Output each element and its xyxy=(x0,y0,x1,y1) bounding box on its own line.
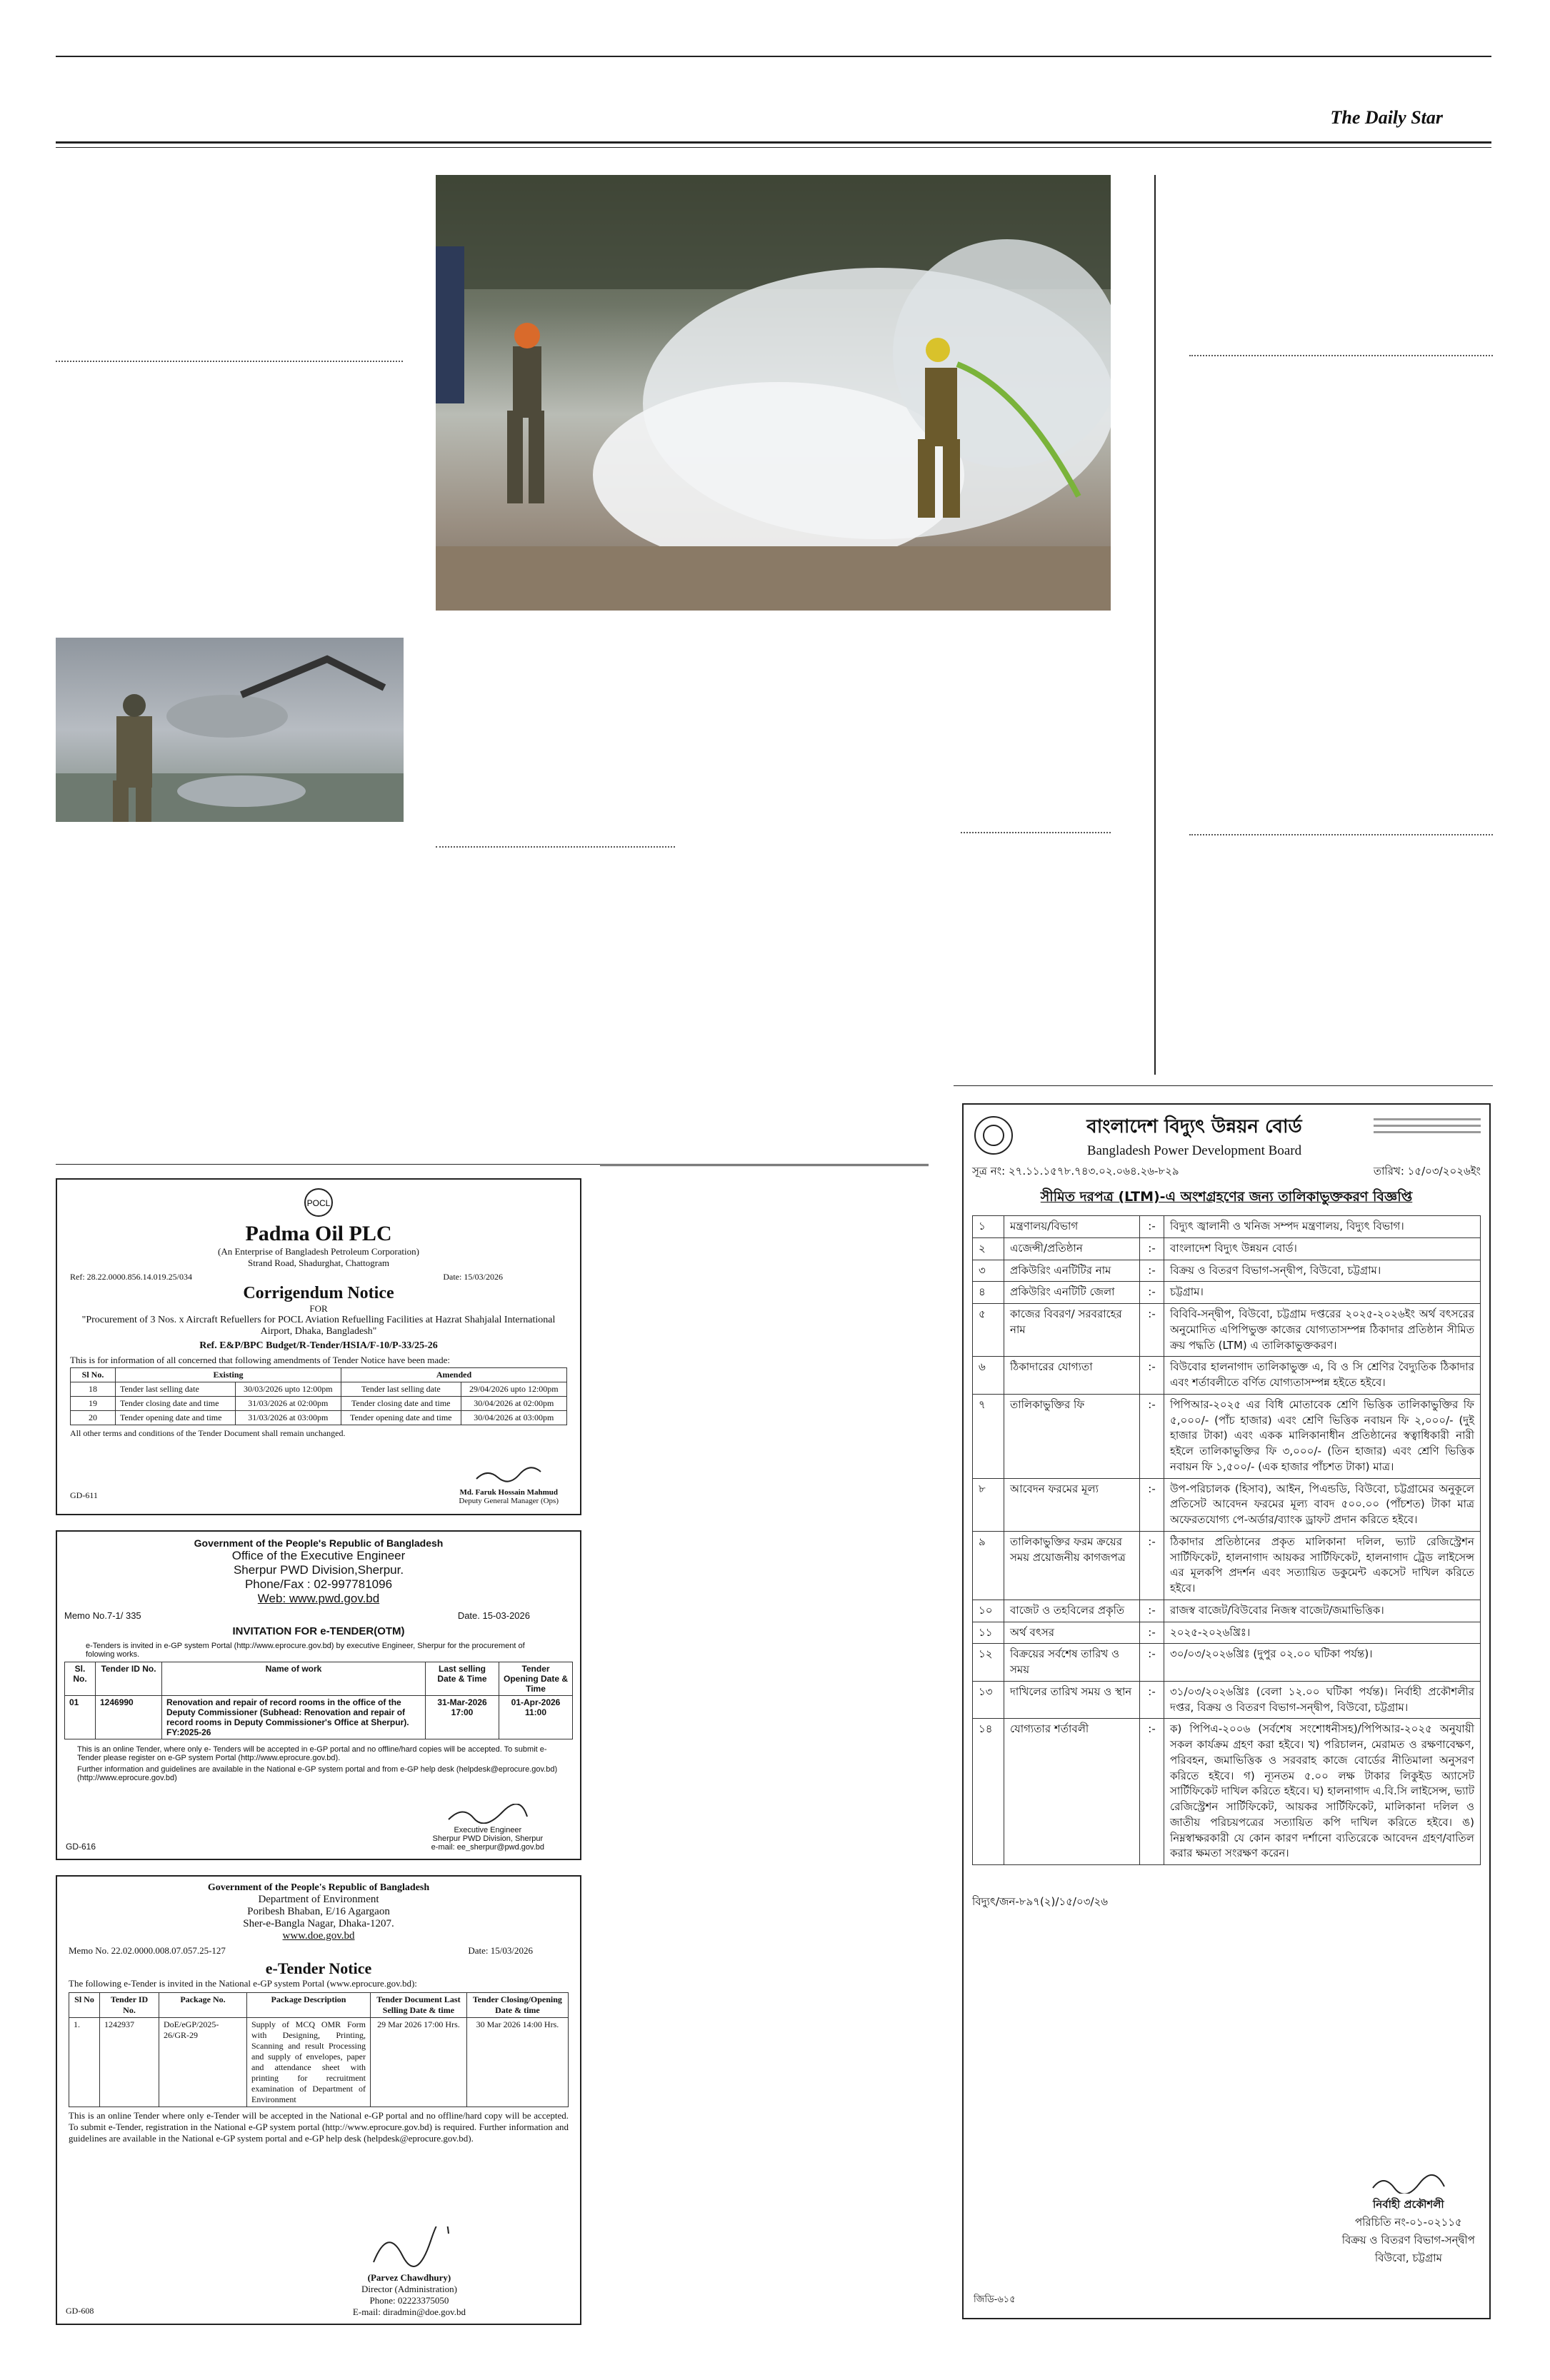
table-header: Sl No xyxy=(69,1993,100,2018)
cell: :- xyxy=(1140,1478,1164,1531)
cell: মন্ত্রণালয়/বিভাগ xyxy=(1004,1216,1140,1238)
cell: :- xyxy=(1140,1719,1164,1865)
doe-web: www.doe.gov.bd xyxy=(282,1930,355,1942)
table-row xyxy=(973,1531,1481,1600)
cell: ১২ xyxy=(973,1644,1004,1682)
table-row xyxy=(65,1696,573,1739)
table-row xyxy=(973,1216,1481,1238)
padma-footer: All other terms and conditions of the Tender Document shall remain unchanged. xyxy=(70,1428,346,1438)
pwd-note1: This is an online Tender, where only e- Tenders will be accepted in e-GP portal and no offline/hard copies will be accepted. To submit e- Tender please register on e-GP system Portal (http://www.eprocure.gov.bd). xyxy=(77,1745,547,1762)
table-row xyxy=(973,1622,1481,1644)
cell: ৭ xyxy=(973,1394,1004,1478)
cell: :- xyxy=(1140,1681,1164,1719)
cell: প্রকিউরিং এনটিটি জেলা xyxy=(1004,1282,1140,1304)
dotted-rule xyxy=(1189,834,1493,835)
doe-addr2: Sher-e-Bangla Nagar, Dhaka-1207. xyxy=(243,1918,394,1929)
cell: :- xyxy=(1140,1304,1164,1357)
padma-designation: Deputy General Manager (Ops) xyxy=(459,1497,559,1505)
cell: ৬ xyxy=(973,1357,1004,1395)
doe-date: Date: 15/03/2026 xyxy=(468,1945,533,1956)
padma-subtitle: (An Enterprise of Bangladesh Petroleum Corporation) xyxy=(218,1246,419,1257)
table-row xyxy=(973,1478,1481,1531)
table-row xyxy=(69,2018,569,2107)
pwd-sig3: e-mail: ee_sherpur@pwd.gov.bd xyxy=(431,1843,544,1852)
cell: Renovation and repair of record rooms in the office of the Deputy Commissioner (Subhead: Renovation and repair of record rooms in Deputy Commissioner's Office at Sherpur). FY:2025-26 xyxy=(162,1696,426,1739)
cell: ঠিকাদারের যোগ্যতা xyxy=(1004,1357,1140,1395)
table-row xyxy=(973,1644,1481,1682)
news-photo-munitions xyxy=(56,638,404,822)
padma-notice-title: Corrigendum Notice xyxy=(243,1284,394,1302)
cell: তালিকাভুক্তির ফি xyxy=(1004,1394,1140,1478)
cell: 31/03/2026 at 02:00pm xyxy=(235,1397,341,1411)
signature xyxy=(445,1804,531,1824)
padma-date: Date: 15/03/2026 xyxy=(443,1272,503,1282)
table-header: Tender Closing/Opening Date & time xyxy=(466,1993,568,2018)
cell: তালিকাভুক্তির ফরম ক্রয়ের সময় প্রয়োজনীয় কাগজপত্র xyxy=(1004,1531,1140,1600)
table-header: Tender ID No. xyxy=(96,1662,162,1696)
doe-dept: Department of Environment xyxy=(258,1894,379,1905)
bpdb-table xyxy=(972,1215,1481,1865)
table-header: Package No. xyxy=(159,1993,247,2018)
cell: Tender closing date and time xyxy=(116,1397,236,1411)
cell: :- xyxy=(1140,1531,1164,1600)
padma-logo xyxy=(70,1187,567,1222)
cell: রাজস্ব বাজেট/বিউবোর নিজস্ব বাজেট/জমাভিত্তিক। xyxy=(1164,1600,1481,1622)
cell: 31-Mar-2026 17:00 xyxy=(426,1696,499,1739)
table-row xyxy=(973,1282,1481,1304)
cell: ১ xyxy=(973,1216,1004,1238)
cell: ১৪ xyxy=(973,1719,1004,1865)
table-row xyxy=(973,1357,1481,1395)
pwd-sig2: Sherpur PWD Division, Sherpur xyxy=(432,1834,544,1843)
cell: ২০২৫-২০২৬খ্রিঃ। xyxy=(1164,1622,1481,1644)
cell: ১১ xyxy=(973,1622,1004,1644)
cell: :- xyxy=(1140,1622,1164,1644)
bpdb-title-bn: বাংলাদেশ বিদ্যুৎ উন্নয়ন বোর্ড xyxy=(1086,1116,1302,1138)
doe-signatory: (Parvez Chawdhury) xyxy=(367,2272,451,2283)
table-header: Amended xyxy=(341,1368,566,1382)
cell: ১৩ xyxy=(973,1681,1004,1719)
ad-top-rule xyxy=(56,1164,929,1165)
cell: :- xyxy=(1140,1644,1164,1682)
cell: দাখিলের তারিখ সময় ও স্থান xyxy=(1004,1681,1140,1719)
doe-title: e-Tender Notice xyxy=(265,1959,372,1977)
ad-pwd-etender xyxy=(56,1530,581,1860)
pwd-title: INVITATION FOR e-TENDER(OTM) xyxy=(232,1625,405,1637)
cell: বিক্রয়ের সর্বশেষ তারিখ ও সময় xyxy=(1004,1644,1140,1682)
table-header: Last selling Date & Time xyxy=(426,1662,499,1696)
cell: :- xyxy=(1140,1237,1164,1260)
signature xyxy=(1369,2172,1448,2194)
cell: 29 Mar 2026 17:00 Hrs. xyxy=(371,2018,467,2107)
cell: ৫ xyxy=(973,1304,1004,1357)
table-header: Tender Opening Date & Time xyxy=(499,1662,573,1696)
table-header: Existing xyxy=(116,1368,341,1382)
dotted-rule xyxy=(56,361,403,362)
dotted-rule xyxy=(961,832,1111,833)
table-row xyxy=(973,1304,1481,1357)
table-row xyxy=(973,1237,1481,1260)
cell: ৮ xyxy=(973,1478,1004,1531)
doe-memo: Memo No. 22.02.0000.008.07.057.25-127 xyxy=(69,1945,226,1956)
cell: অর্থ বৎসর xyxy=(1004,1622,1140,1644)
cell: বিদ্যুৎ জ্বালানী ও খনিজ সম্পদ মন্ত্রণালয়, বিদ্যুৎ বিভাগ। xyxy=(1164,1216,1481,1238)
bpdb-ref: বিদ্যুৎ/জন-৮৯৭(২)/১৫/০৩/২৬ xyxy=(972,1895,1109,1908)
doe-addr1: Poribesh Bhaban, E/16 Agargaon xyxy=(247,1906,390,1917)
bpdb-gd: জিডি-৬১৫ xyxy=(974,2294,1016,2305)
padma-project: "Procurement of 3 Nos. x Aircraft Refuellers for POCL Aviation Refuelling Facilities at Hazrat Shahjalal International Airport, Dhaka, Bangladesh" xyxy=(81,1315,556,1337)
cell: 30/04/2026 at 02:00pm xyxy=(461,1397,566,1411)
signature xyxy=(366,2226,452,2269)
cell: :- xyxy=(1140,1357,1164,1395)
doe-table xyxy=(69,1992,569,2107)
cell: 20 xyxy=(71,1411,116,1425)
bpdb-contact-block xyxy=(1374,1114,1481,1157)
bpdb-title-en: Bangladesh Power Development Board xyxy=(1086,1143,1302,1158)
cell: ৪ xyxy=(973,1282,1004,1304)
table-header: Sl No. xyxy=(71,1368,116,1382)
doe-phone: Phone: 02223375050 xyxy=(369,2295,449,2306)
cell: 19 xyxy=(71,1397,116,1411)
doe-gov: Government of the People's Republic of Bangladesh xyxy=(207,1882,430,1893)
pwd-sig1: Executive Engineer xyxy=(454,1826,522,1834)
cell: পিপিআর-২০২৫ এর বিধি মোতাবেক শ্রেণি ভিত্তিক তালিকাভুক্তির ফি ৫,০০০/- (পাঁচ হাজার) এবং শ্রেণি ভিত্তিক নবায়ন ফি ২,০০০/- (দুই হাজার টাকা) এবং একক মালিকানাধীন প্রতিষ্ঠানের স্বত্বাধিকারী নারী হইলে তালিকাভুক্তির ফি ৩,০০০/- (তিন হাজার) এবং শ্রেণি ভিত্তিক নবায়ন ফি ১,৫০০/- (এক হাজার পাঁচশত টাকা) মাত্র। xyxy=(1164,1394,1481,1478)
cell: যোগ্যতার শর্তাবলী xyxy=(1004,1719,1140,1865)
cell: 30 Mar 2026 14:00 Hrs. xyxy=(466,2018,568,2107)
ad-top-rule xyxy=(954,1085,1493,1086)
cell: 01-Apr-2026 11:00 xyxy=(499,1696,573,1739)
top-rule xyxy=(56,56,1491,57)
signature xyxy=(473,1465,544,1486)
ad-bpdb-ltm xyxy=(962,1103,1491,2319)
bpdb-sig-title: নির্বাহী প্রকৌশলী xyxy=(1373,2198,1444,2211)
ad-padma-oil xyxy=(56,1178,581,1515)
cell: DoE/eGP/2025-26/GR-29 xyxy=(159,2018,247,2107)
cell: 31/03/2026 at 03:00pm xyxy=(235,1411,341,1425)
pwd-office: Office of the Executive Engineer xyxy=(231,1549,406,1562)
pwd-memo: Memo No.7-1/ 335 xyxy=(64,1610,141,1621)
cell: বাজেট ও তহবিলের প্রকৃতি xyxy=(1004,1600,1140,1622)
cell: Tender closing date and time xyxy=(341,1397,461,1411)
cell: Supply of MCQ OMR Form with Designing, Printing, Scanning and result Processing and supply of envelopes, paper and attendance sheet with printing for recruitment examination of Department of Environment xyxy=(247,2018,371,2107)
cell: :- xyxy=(1140,1600,1164,1622)
table-row xyxy=(71,1382,567,1397)
padma-ref: Ref: 28.22.0000.856.14.019.25/034 xyxy=(70,1272,192,1282)
bpdb-sig-place: বিউবো, চট্টগ্রাম xyxy=(1374,2251,1442,2264)
padma-address: Strand Road, Shadurghat, Chattogram xyxy=(248,1257,389,1268)
table-row xyxy=(973,1719,1481,1865)
cell: আবেদন ফরমের মূল্য xyxy=(1004,1478,1140,1531)
pwd-date: Date. 15-03-2026 xyxy=(457,1610,530,1621)
cell: ৩০/০৩/২০২৬খ্রিঃ (দুপুর ০২.০০ ঘটিকা পর্যন্ত)। xyxy=(1164,1644,1481,1682)
cell: ঠিকাদার প্রতিষ্ঠানের প্রকৃত মালিকানা দলিল, ভ্যাট রেজিস্ট্রেশন সার্টিফিকেট, হালনাগাদ আয়কর সার্টিফিকেট, হালনাগাদ ট্রেড লাইসেন্স এর মূলকপি প্রদর্শন এবং সত্যায়িত ডকুমেন্ট একসেট দাখিল করিতে হইবে। xyxy=(1164,1531,1481,1600)
table-header: Tender ID No. xyxy=(100,1993,159,2018)
cell: উপ-পরিচালক (হিসাব), আইন, পিএন্ডডি, বিউবো, চট্টগ্রামের অনুকূলে প্রতিসেট আবেদন ফরমের মূল্য বাবদ ৫০০.০০ (পাঁচশত) টাকা মাত্র অফেরতযোগ্য পে-অর্ডার/ব্যাংক ড্রাফট প্রদান করিতে হইবে। xyxy=(1164,1478,1481,1531)
table-row xyxy=(973,1681,1481,1719)
padma-intro: This is for information of all concerned that following amendments of Tender Notice have been made: xyxy=(70,1355,451,1365)
cell: :- xyxy=(1140,1282,1164,1304)
ad-doe-etender xyxy=(56,1875,581,2325)
padma-table xyxy=(70,1367,567,1425)
table-row xyxy=(71,1397,567,1411)
doe-intro: The following e-Tender is invited in the National e-GP system Portal (www.eprocure.gov.bd): xyxy=(69,1978,417,1989)
padma-signatory: Md. Faruk Hossain Mahmud xyxy=(459,1488,558,1497)
table-header: Tender Document Last Selling Date & time xyxy=(371,1993,467,2018)
cell: বিক্রয় ও বিতরণ বিভাগ-সন্দ্বীপ, বিউবো, চট্টগ্রাম। xyxy=(1164,1260,1481,1282)
cell: ৯ xyxy=(973,1531,1004,1600)
cell: 1246990 xyxy=(96,1696,162,1739)
cell: ৩ xyxy=(973,1260,1004,1282)
bpdb-logo xyxy=(972,1114,1015,1157)
cell: 30/03/2026 upto 12:00pm xyxy=(235,1382,341,1397)
cell: :- xyxy=(1140,1216,1164,1238)
cell: 29/04/2026 upto 12:00pm xyxy=(461,1382,566,1397)
doe-gd: GD-608 xyxy=(66,2306,94,2316)
doe-email: E-mail: diradmin@doe.gov.bd xyxy=(352,2306,466,2317)
ad-top-rule xyxy=(600,1165,929,1166)
cell: বিবিবি-সন্দ্বীপ, বিউবো, চট্টগ্রাম দপ্তরের ২০২৫-২০২৬ইং অর্থ বৎসরের অনুমোদিত এপিপিভুক্ত কাজের যোগ্যতাসম্পন্ন ঠিকাদার প্রতিষ্ঠান সীমিত ক্রয় পদ্ধতি (LTM) এ তালিকাভুক্তকরণ। xyxy=(1164,1304,1481,1357)
cell: Tender last selling date xyxy=(116,1382,236,1397)
cell: 18 xyxy=(71,1382,116,1397)
bpdb-date: তারিখ: ১৫/০৩/২০২৬ইং xyxy=(1373,1165,1481,1178)
pwd-gov: Government of the People's Republic of Bangladesh xyxy=(194,1537,444,1549)
cell: চট্টগ্রাম। xyxy=(1164,1282,1481,1304)
pwd-intro: e-Tenders is invited in e-GP system Portal (http://www.eprocure.gov.bd) by executive Engineer, Sherpur for the procurement of folowing works. xyxy=(86,1642,525,1659)
column-rule xyxy=(1154,175,1156,1075)
cell: Tender last selling date xyxy=(341,1382,461,1397)
bpdb-heading: সীমিত দরপত্র (LTM)-এ অংশগ্রহণের জন্য তালিকাভুক্তকরণ বিজ্ঞপ্তি xyxy=(1040,1189,1413,1205)
cell: Tender opening date and time xyxy=(341,1411,461,1425)
cell: 30/04/2026 at 03:00pm xyxy=(461,1411,566,1425)
pwd-gd: GD-616 xyxy=(66,1842,96,1852)
bpdb-memo: সূত্র নং: ২৭.১১.১৫৭৮.৭৪৩.০২.০৬৪.২৬-৮২৯ xyxy=(972,1165,1179,1178)
cell: 1242937 xyxy=(100,2018,159,2107)
cell: :- xyxy=(1140,1394,1164,1478)
cell: Tender opening date and time xyxy=(116,1411,236,1425)
table-header: Sl. No. xyxy=(65,1662,96,1696)
padma-title: Padma Oil PLC xyxy=(245,1222,392,1245)
cell: এজেন্সী/প্রতিষ্ঠান xyxy=(1004,1237,1140,1260)
masthead-brand: The Daily Star xyxy=(1330,107,1443,128)
dotted-rule xyxy=(1189,355,1493,356)
table-header: Name of work xyxy=(162,1662,426,1696)
table-row xyxy=(973,1260,1481,1282)
cell: কাজের বিবরণ/ সরবরাহের নাম xyxy=(1004,1304,1140,1357)
pwd-division: Sherpur PWD Division,Sherpur. xyxy=(233,1563,404,1577)
table-row xyxy=(973,1394,1481,1478)
pwd-table xyxy=(64,1662,573,1739)
padma-gd: GD-611 xyxy=(70,1490,98,1500)
table-header: Package Description xyxy=(247,1993,371,2018)
header-rule xyxy=(56,141,1491,144)
header-rule-thin xyxy=(56,147,1491,148)
doe-note: This is an online Tender where only e-Tender will be accepted in the National e-GP portal and no offline/hard copy will be accepted. To submit e-Tender, registration in the National e-GP system portal (http://www.eprocure.gov.bd) is required. Further information and guidelines are available in the National e-GP system portal and e-GP help desk (helpdesk@eprocure.gov.bd). xyxy=(69,2110,569,2144)
bpdb-sig-id: পরিচিতি নং-০১-০২১১৫ xyxy=(1354,2216,1462,2229)
padma-budget-ref: Ref. E&P/BPC Budget/R-Tender/HSIA/F-10/P-33/25-26 xyxy=(199,1340,438,1351)
cell: প্রকিউরিং এনটিটির নাম xyxy=(1004,1260,1140,1282)
cell: ১০ xyxy=(973,1600,1004,1622)
cell: ৩১/০৩/২০২৬খ্রিঃ (বেলা ১২.০০ ঘটিকা পর্যন্ত)। নির্বাহী প্রকৌশলীর দপ্তর, বিক্রয় ও বিতরণ বিভাগ-সন্দ্বীপ, বিউবো, চট্টগ্রাম। xyxy=(1164,1681,1481,1719)
svg-text:POCL: POCL xyxy=(306,1198,331,1208)
cell: 01 xyxy=(65,1696,96,1739)
table-row xyxy=(973,1600,1481,1622)
table-row xyxy=(71,1411,567,1425)
doe-designation: Director (Administration) xyxy=(361,2284,457,2294)
pwd-web: Web: www.pwd.gov.bd xyxy=(257,1592,380,1605)
cell: ক) পিপিএ-২০০৬ (সর্বশেষ সংশোধনীসহ)/পিপিআর-২০২৫ অনুযায়ী সকল কার্যক্রম গ্রহণ করা হইবে। খ) পরিচালন, মেরামত ও রক্ষণাবেক্ষণ, পরিবহন, জমাভিত্তিক ও সরবরাহ কাজে বোর্ডের নীতিমালা অনুসরণ করিতে হইবে। গ) ন্যূনতম ৫.০০ লক্ষ টাকার লিকুইড অ্যাসেট সার্টিফিকেট দাখিল করিতে হইবে। ঘ) হালনাগাদ এ.বি.সি লাইসেন্স, ভ্যাট রেজিস্ট্রেশন সার্টিফিকেট, আয়কর সার্টিফিকেট, মালিকানা দলিল ও জাতীয় পরিচয়পত্রের সত্যায়িত কপি দাখিল করিতে হইবে। ঙ) নিম্নস্বাক্ষরকারী যে কোন কারণ দর্শানো ব্যতিরেকে আবেদন গ্রহণ/বাতিল করার ক্ষমতা সংরক্ষণ করেন। xyxy=(1164,1719,1481,1865)
cell: ২ xyxy=(973,1237,1004,1260)
news-photo-fire xyxy=(436,175,1111,611)
cell: বাংলাদেশ বিদ্যুৎ উন্নয়ন বোর্ড। xyxy=(1164,1237,1481,1260)
padma-for: FOR xyxy=(309,1303,328,1314)
cell: :- xyxy=(1140,1260,1164,1282)
pwd-phone: Phone/Fax : 02-997781096 xyxy=(244,1577,393,1591)
pwd-note2: Further information and guidelines are available in the National e-GP system portal and from e-GP help desk (helpdesk@eprocure.gov.bd) (http://www.eprocure.gov.bd) xyxy=(77,1765,558,1782)
cell: 1. xyxy=(69,2018,100,2107)
dotted-rule xyxy=(436,846,675,848)
cell: বিউবোর হালনাগাদ তালিকাভুক্ত এ, বি ও সি শ্রেণির বৈদ্যুতিক ঠিকাদার এবং শর্তাবলীতে বর্ণিত যোগ্যতাসম্পন্ন হইতে হইবে। xyxy=(1164,1357,1481,1395)
bpdb-sig-div: বিক্রয় ও বিতরণ বিভাগ-সন্দ্বীপ xyxy=(1341,2234,1475,2246)
